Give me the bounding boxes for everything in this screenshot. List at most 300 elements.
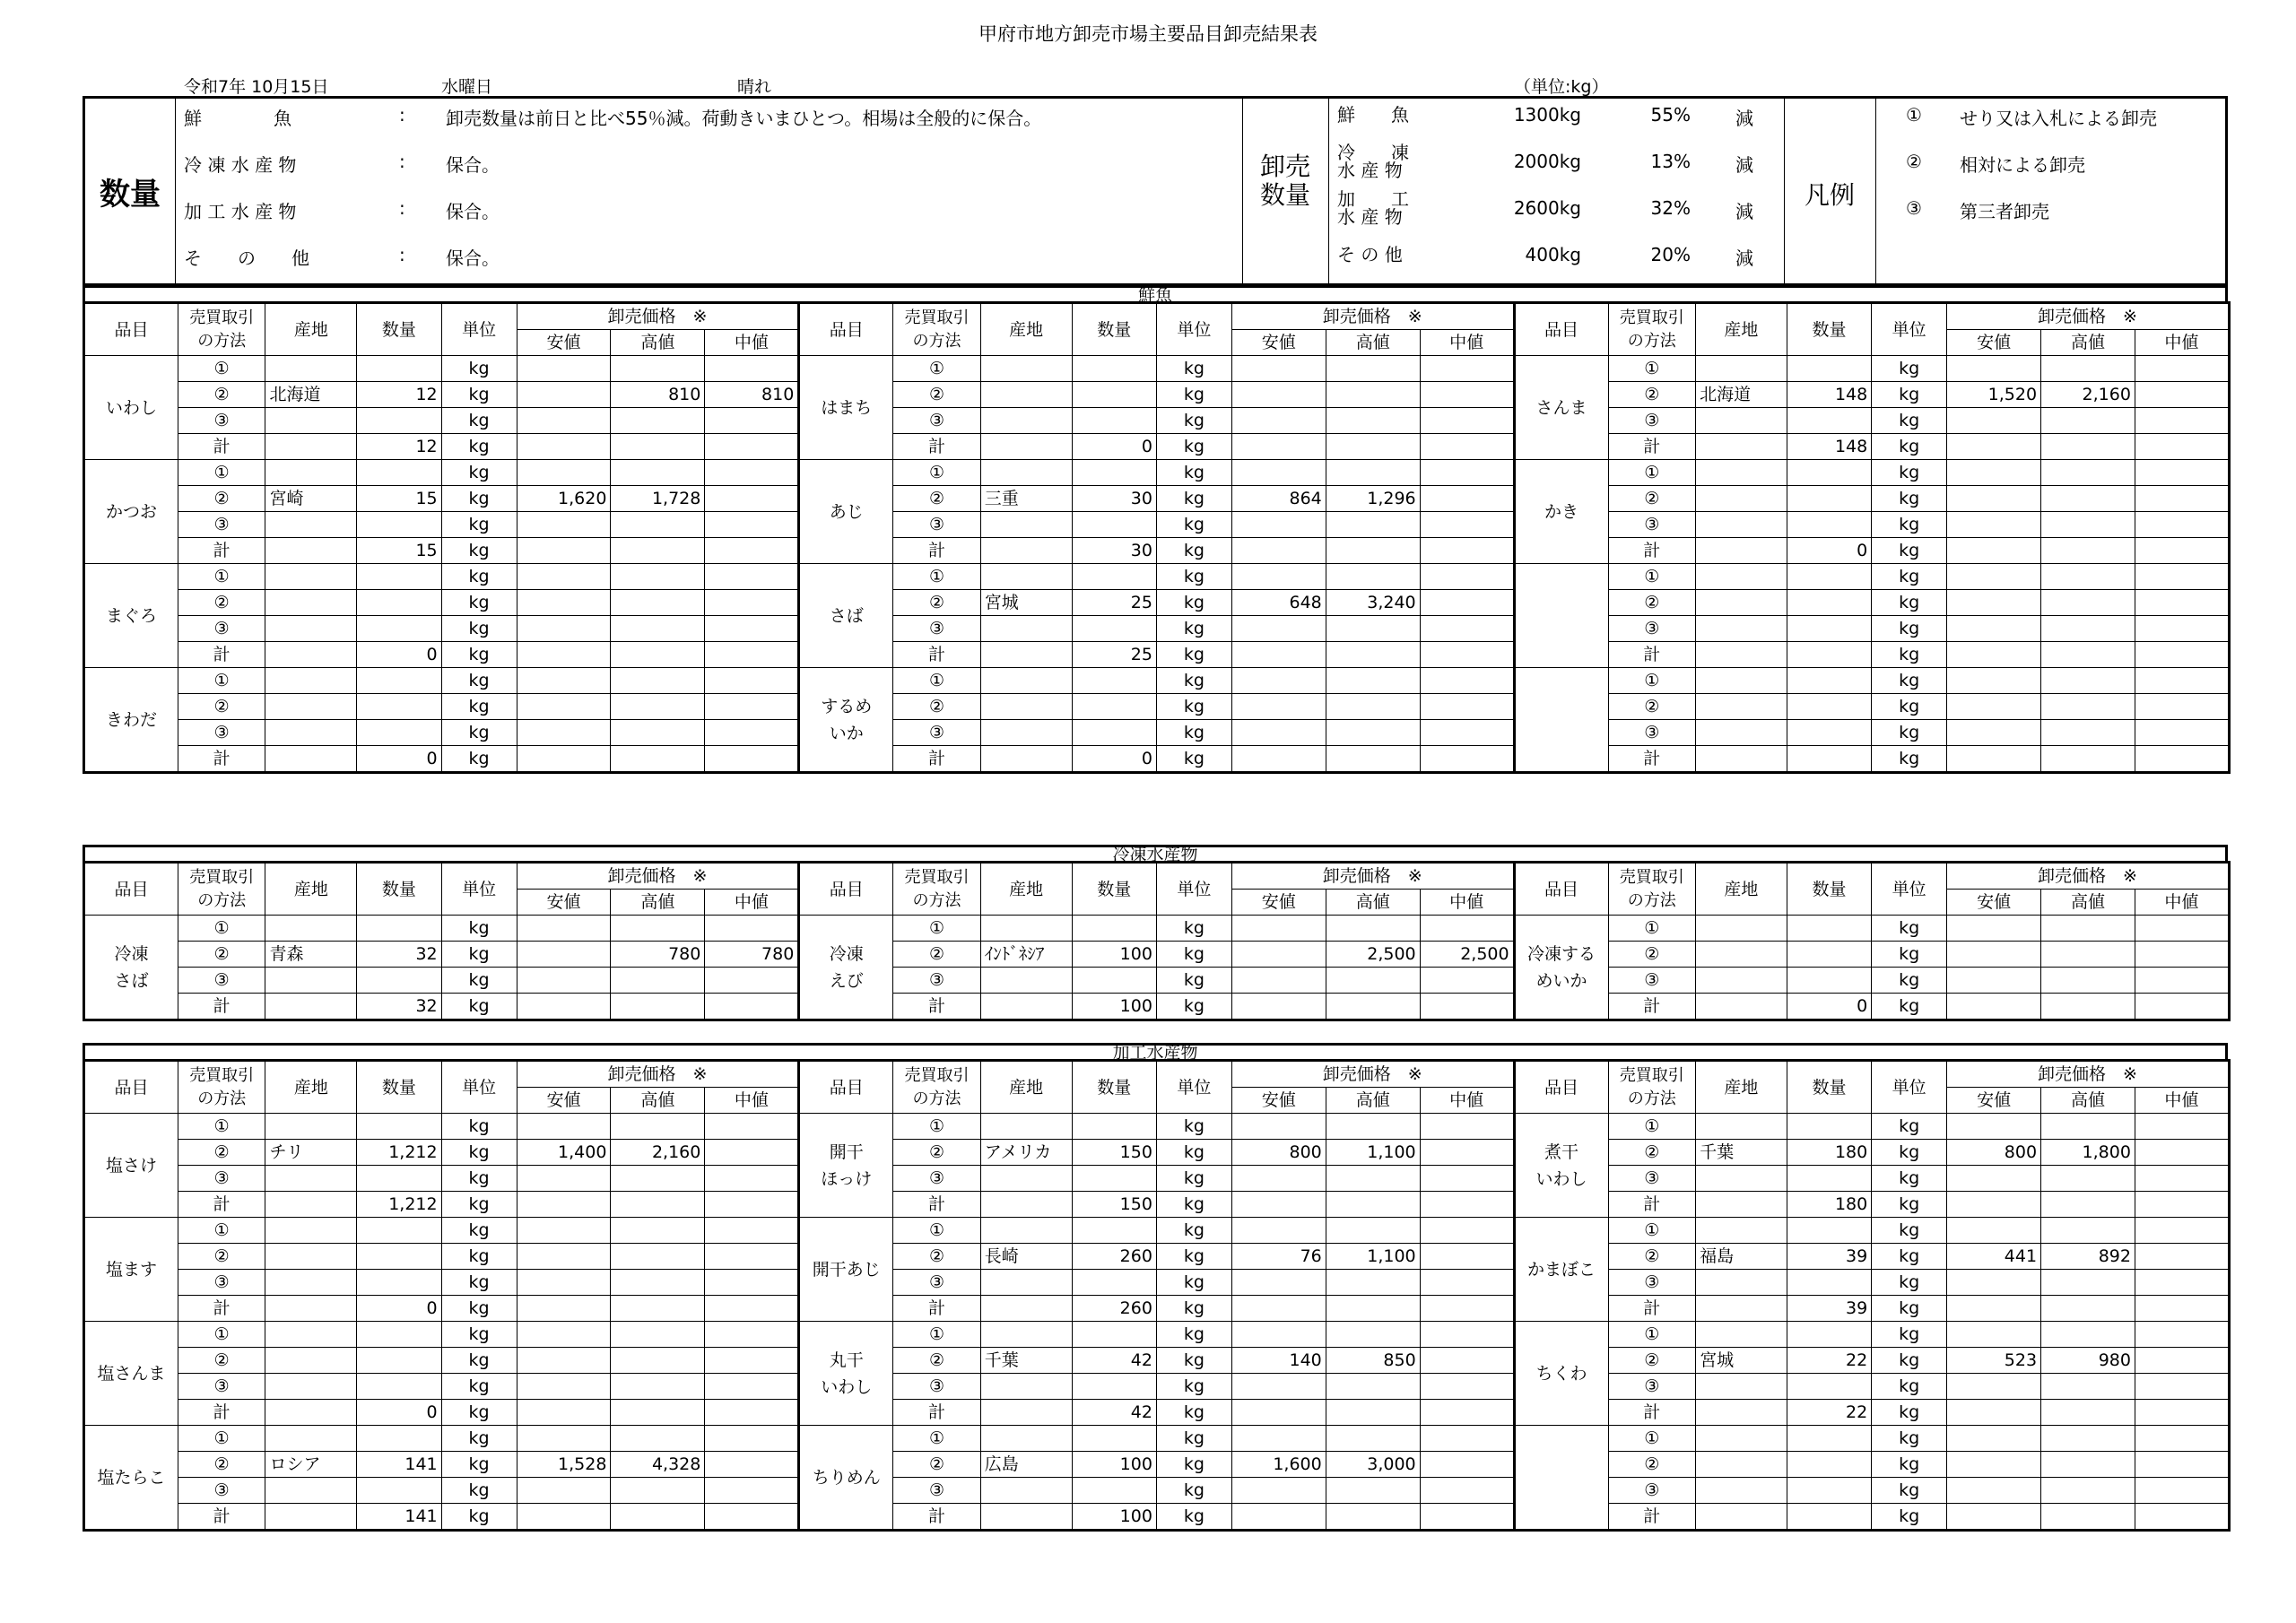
unit-cell: kg — [1872, 1452, 1947, 1478]
low-price-cell — [1231, 668, 1326, 694]
origin-cell — [265, 512, 357, 538]
volume-kg: 400kg — [1525, 244, 1581, 265]
unit-cell: kg — [1872, 1478, 1947, 1504]
unit-cell: kg — [1156, 1140, 1231, 1166]
quantity-cell: 15 — [357, 486, 441, 512]
unit-cell: kg — [1872, 916, 1947, 942]
origin-cell — [265, 1478, 357, 1504]
unit-cell: kg — [1156, 668, 1231, 694]
origin-cell — [1696, 1452, 1787, 1478]
method-cell: ① — [1608, 1114, 1696, 1140]
mid-price-cell — [1420, 916, 1514, 942]
high-price-cell — [611, 1322, 705, 1348]
origin-cell — [265, 1504, 357, 1531]
quantity-cell — [1787, 356, 1871, 382]
low-price-cell — [517, 994, 611, 1020]
mid-price-cell — [705, 590, 799, 616]
low-price-cell — [517, 538, 611, 564]
origin-cell — [980, 1218, 1072, 1244]
low-price-cell — [1947, 720, 2041, 746]
quantity-cell — [1072, 1114, 1156, 1140]
quantity-cell — [1072, 1218, 1156, 1244]
table-row — [84, 642, 2230, 668]
column-price-header: 卸売価格 ※ — [1947, 1061, 2230, 1088]
method-cell: ① — [893, 564, 981, 590]
unit-cell: kg — [1872, 968, 1947, 994]
unit-cell: kg — [441, 1348, 517, 1374]
origin-cell: 三重 — [980, 486, 1072, 512]
unit-cell: kg — [1156, 1478, 1231, 1504]
origin-cell — [265, 1192, 357, 1218]
method-cell: ② — [893, 486, 981, 512]
origin-cell — [265, 1114, 357, 1140]
low-price-cell — [1947, 1374, 2041, 1400]
quantity-cell — [357, 1218, 441, 1244]
unit-cell: kg — [441, 1452, 517, 1478]
unit-cell: kg — [1156, 1400, 1231, 1426]
low-price-cell — [1947, 968, 2041, 994]
origin-cell — [265, 538, 357, 564]
high-price-cell: 810 — [611, 382, 705, 408]
low-price-cell — [1947, 1270, 2041, 1296]
unit-cell: kg — [441, 538, 517, 564]
method-cell: ③ — [893, 1166, 981, 1192]
column-quantity-header: 数量 — [1787, 1061, 1871, 1114]
quantity-cell — [357, 460, 441, 486]
unit-cell: kg — [1156, 486, 1231, 512]
quantity-cell — [1787, 1166, 1871, 1192]
volume-category: 加 工 水 産 物 — [1337, 188, 1409, 228]
table-row — [84, 1504, 2230, 1531]
high-price-cell: 1,728 — [611, 486, 705, 512]
high-price-cell — [2041, 1374, 2135, 1400]
low-price-cell: 1,600 — [1231, 1452, 1326, 1478]
item-name: まぐろ — [84, 564, 178, 668]
origin-cell — [980, 356, 1072, 382]
high-price-cell — [1326, 1166, 1420, 1192]
unit-cell: kg — [1872, 1296, 1947, 1322]
mid-price-cell — [2135, 916, 2229, 942]
origin-cell: 宮崎 — [265, 486, 357, 512]
origin-cell — [980, 1426, 1072, 1452]
method-cell: ① — [893, 460, 981, 486]
origin-cell — [980, 408, 1072, 434]
mid-price-cell — [2135, 942, 2229, 968]
method-cell: ② — [893, 1244, 981, 1270]
mid-price-cell — [705, 668, 799, 694]
item-name: はまち — [799, 356, 893, 460]
method-cell: 計 — [1608, 642, 1696, 668]
low-price-cell — [1231, 382, 1326, 408]
item-name: きわだ — [84, 668, 178, 773]
high-price-cell — [611, 460, 705, 486]
high-price-cell — [611, 356, 705, 382]
origin-cell — [980, 1192, 1072, 1218]
low-price-cell — [1947, 1192, 2041, 1218]
table-row — [84, 1166, 2230, 1192]
high-price-cell — [611, 616, 705, 642]
method-cell: ① — [178, 916, 265, 942]
unit-cell: kg — [441, 1296, 517, 1322]
low-price-cell — [1947, 746, 2041, 773]
method-cell: ③ — [1608, 1374, 1696, 1400]
quantity-cell: 42 — [1072, 1400, 1156, 1426]
low-price-cell — [517, 720, 611, 746]
low-price-cell — [517, 1322, 611, 1348]
high-price-cell: 850 — [1326, 1348, 1420, 1374]
method-cell: ③ — [178, 1166, 265, 1192]
quantity-cell — [1787, 694, 1871, 720]
volume-direction: 減 — [1735, 201, 1753, 222]
quantity-cell: 0 — [1787, 994, 1871, 1020]
unit-cell: kg — [441, 1322, 517, 1348]
method-cell: ③ — [1608, 1270, 1696, 1296]
quantity-cell — [1787, 408, 1871, 434]
origin-cell — [1696, 668, 1787, 694]
low-price-cell — [1231, 460, 1326, 486]
mid-price-cell — [705, 434, 799, 460]
unit-cell: kg — [1872, 642, 1947, 668]
quantity-cell: 150 — [1072, 1192, 1156, 1218]
comment-category: 加 工 水 産 物 — [184, 201, 297, 222]
column-mid-header: 中値 — [705, 330, 799, 356]
column-high-header: 高値 — [1326, 890, 1420, 916]
method-cell: ③ — [893, 616, 981, 642]
low-price-cell — [1231, 1192, 1326, 1218]
quantity-cell: 42 — [1072, 1348, 1156, 1374]
low-price-cell — [517, 1348, 611, 1374]
mid-price-cell — [1420, 1140, 1514, 1166]
high-price-cell — [1326, 642, 1420, 668]
method-cell: ③ — [178, 512, 265, 538]
quantity-cell — [1787, 564, 1871, 590]
unit-cell: kg — [1156, 642, 1231, 668]
quantity-cell — [357, 668, 441, 694]
origin-cell — [265, 1218, 357, 1244]
mid-price-cell — [705, 1218, 799, 1244]
quantity-cell: 0 — [357, 1296, 441, 1322]
comment-category: そ の 他 — [184, 247, 309, 269]
origin-cell — [1696, 746, 1787, 773]
high-price-cell — [611, 1478, 705, 1504]
origin-cell — [980, 1296, 1072, 1322]
origin-cell — [265, 1270, 357, 1296]
quantity-cell: 141 — [357, 1504, 441, 1531]
column-high-header: 高値 — [611, 1088, 705, 1114]
column-low-header: 安値 — [1231, 890, 1326, 916]
method-cell: ① — [178, 1218, 265, 1244]
low-price-cell — [1947, 1296, 2041, 1322]
mid-price-cell — [2135, 460, 2229, 486]
mid-price-cell — [2135, 1426, 2229, 1452]
quantity-cell — [1072, 356, 1156, 382]
mid-price-cell — [705, 1400, 799, 1426]
item-name: 冷凍 さば — [84, 916, 178, 1020]
item-name: さんま — [1514, 356, 1608, 460]
quantity-cell: 0 — [357, 746, 441, 773]
unit-cell: kg — [441, 1140, 517, 1166]
mid-price-cell — [1420, 1218, 1514, 1244]
mid-price-cell — [705, 1348, 799, 1374]
high-price-cell — [2041, 616, 2135, 642]
high-price-cell: 3,000 — [1326, 1452, 1420, 1478]
high-price-cell — [611, 1192, 705, 1218]
unit-cell: kg — [1156, 1504, 1231, 1531]
origin-cell — [265, 564, 357, 590]
table-row — [84, 512, 2230, 538]
quantity-cell — [1072, 1374, 1156, 1400]
quantity-cell — [1787, 1270, 1871, 1296]
mid-price-cell — [705, 694, 799, 720]
mid-price-cell — [1420, 1452, 1514, 1478]
mid-price-cell — [705, 1296, 799, 1322]
unit-cell: kg — [441, 746, 517, 773]
high-price-cell — [1326, 1478, 1420, 1504]
column-origin-header: 産地 — [265, 303, 357, 356]
mid-price-cell — [1420, 746, 1514, 773]
quantity-cell — [1787, 642, 1871, 668]
quantity-cell — [1787, 1114, 1871, 1140]
quantity-cell — [357, 1322, 441, 1348]
origin-cell — [980, 1322, 1072, 1348]
unit-cell: kg — [1156, 538, 1231, 564]
unit-cell: kg — [1156, 1270, 1231, 1296]
item-name: いわし — [84, 356, 178, 460]
origin-cell — [980, 382, 1072, 408]
column-unit-header: 単位 — [441, 303, 517, 356]
unit-cell: kg — [441, 512, 517, 538]
column-high-header: 高値 — [2041, 890, 2135, 916]
mid-price-cell — [705, 616, 799, 642]
quantity-cell — [1787, 590, 1871, 616]
origin-cell — [980, 668, 1072, 694]
low-price-cell — [1231, 942, 1326, 968]
mid-price-cell — [1420, 642, 1514, 668]
mid-price-cell — [705, 746, 799, 773]
method-cell: ① — [1608, 916, 1696, 942]
method-cell: 計 — [178, 1400, 265, 1426]
high-price-cell — [2041, 942, 2135, 968]
low-price-cell — [517, 1478, 611, 1504]
method-cell: ③ — [893, 512, 981, 538]
high-price-cell: 1,296 — [1326, 486, 1420, 512]
origin-cell — [1696, 408, 1787, 434]
item-name: かまぼこ — [1514, 1218, 1608, 1322]
comment-text: 保合。 — [446, 201, 500, 222]
high-price-cell — [611, 746, 705, 773]
high-price-cell — [2041, 1270, 2135, 1296]
comment-text: 保合。 — [446, 247, 500, 269]
comment-category: 鮮 魚 — [184, 108, 291, 129]
unit-cell: kg — [1156, 408, 1231, 434]
volume-percent: 55% — [1650, 104, 1691, 126]
low-price-cell — [1947, 356, 2041, 382]
mid-price-cell — [1420, 486, 1514, 512]
column-mid-header: 中値 — [2135, 890, 2229, 916]
high-price-cell — [1326, 538, 1420, 564]
unit-cell: kg — [441, 590, 517, 616]
low-price-cell — [1947, 1452, 2041, 1478]
column-high-header: 高値 — [1326, 1088, 1420, 1114]
item-name: あじ — [799, 460, 893, 564]
origin-cell — [265, 434, 357, 460]
quantity-cell — [1787, 512, 1871, 538]
origin-cell: 長崎 — [980, 1244, 1072, 1270]
high-price-cell — [1326, 1270, 1420, 1296]
low-price-cell — [517, 382, 611, 408]
high-price-cell — [2041, 1296, 2135, 1322]
high-price-cell — [1326, 916, 1420, 942]
column-origin-header: 産地 — [1696, 863, 1787, 916]
origin-cell — [980, 994, 1072, 1020]
column-high-header: 高値 — [1326, 330, 1420, 356]
low-price-cell — [1231, 1218, 1326, 1244]
unit-cell: kg — [441, 994, 517, 1020]
unit-cell: kg — [441, 668, 517, 694]
method-cell: ③ — [893, 968, 981, 994]
low-price-cell — [1947, 590, 2041, 616]
origin-cell — [265, 668, 357, 694]
origin-cell — [1696, 916, 1787, 942]
quantity-cell: 150 — [1072, 1140, 1156, 1166]
high-price-cell — [2041, 1218, 2135, 1244]
high-price-cell — [611, 1400, 705, 1426]
mid-price-cell — [705, 1452, 799, 1478]
method-cell: ③ — [893, 1270, 981, 1296]
method-cell: ② — [893, 942, 981, 968]
column-low-header: 安値 — [517, 330, 611, 356]
low-price-cell — [1947, 1426, 2041, 1452]
column-low-header: 安値 — [1947, 890, 2041, 916]
unit-cell: kg — [1156, 356, 1231, 382]
low-price-cell — [1947, 616, 2041, 642]
column-low-header: 安値 — [517, 1088, 611, 1114]
column-price-header: 卸売価格 ※ — [1947, 303, 2230, 330]
column-method-header: 売買取引 の方法 — [893, 303, 981, 356]
low-price-cell — [1231, 994, 1326, 1020]
page-title: 甲府市地方卸売市場主要品目卸売結果表 — [978, 23, 1318, 45]
low-price-cell — [1947, 668, 2041, 694]
unit-cell: kg — [1872, 694, 1947, 720]
column-price-header: 卸売価格 ※ — [1231, 863, 1514, 890]
quantity-cell — [357, 590, 441, 616]
unit-cell: kg — [441, 486, 517, 512]
quantity-cell — [357, 1114, 441, 1140]
method-cell: ③ — [178, 616, 265, 642]
high-price-cell — [1326, 1504, 1420, 1531]
method-cell: ③ — [1608, 968, 1696, 994]
low-price-cell: 648 — [1231, 590, 1326, 616]
method-cell: ① — [1608, 1426, 1696, 1452]
high-price-cell — [611, 1166, 705, 1192]
unit-cell: kg — [441, 1114, 517, 1140]
method-cell: ① — [893, 916, 981, 942]
method-cell: ① — [1608, 564, 1696, 590]
method-cell: ① — [178, 356, 265, 382]
high-price-cell — [611, 538, 705, 564]
table-row — [84, 616, 2230, 642]
method-cell: ② — [893, 1452, 981, 1478]
legend-mark: ③ — [1906, 197, 1922, 219]
column-price-header: 卸売価格 ※ — [1231, 303, 1514, 330]
results-table — [83, 301, 2231, 774]
origin-cell — [265, 1348, 357, 1374]
table-row — [84, 746, 2230, 773]
mid-price-cell — [1420, 1296, 1514, 1322]
method-cell: ② — [178, 486, 265, 512]
volume-kg: 1300kg — [1513, 104, 1581, 126]
mid-price-cell — [2135, 746, 2229, 773]
quantity-cell: 32 — [357, 942, 441, 968]
unit-cell: kg — [441, 1270, 517, 1296]
report-date: 令和7年 10月15日 — [184, 77, 329, 97]
high-price-cell: 4,328 — [611, 1452, 705, 1478]
quantity-cell: 22 — [1787, 1348, 1871, 1374]
column-quantity-header: 数量 — [357, 863, 441, 916]
column-origin-header: 産地 — [980, 863, 1072, 916]
high-price-cell — [1326, 1296, 1420, 1322]
low-price-cell — [517, 616, 611, 642]
column-unit-header: 単位 — [1156, 303, 1231, 356]
mid-price-cell — [1420, 382, 1514, 408]
column-method-header: 売買取引 の方法 — [893, 1061, 981, 1114]
column-method-header: 売買取引 の方法 — [1608, 303, 1696, 356]
method-cell: 計 — [893, 1192, 981, 1218]
item-name: 塩さけ — [84, 1114, 178, 1218]
quantity-cell: 100 — [1072, 994, 1156, 1020]
method-cell: ① — [1608, 1322, 1696, 1348]
unit-cell: kg — [1872, 1140, 1947, 1166]
mid-price-cell — [2135, 1192, 2229, 1218]
origin-cell — [1696, 590, 1787, 616]
unit-cell: kg — [1156, 1192, 1231, 1218]
low-price-cell — [1947, 1478, 2041, 1504]
unit-cell: kg — [1872, 460, 1947, 486]
column-quantity-header: 数量 — [1072, 863, 1156, 916]
mid-price-cell — [2135, 564, 2229, 590]
quantity-cell — [1787, 916, 1871, 942]
origin-cell — [1696, 486, 1787, 512]
legend-text: 第三者卸売 — [1960, 201, 2049, 222]
quantity-cell — [1787, 460, 1871, 486]
unit-cell: kg — [1872, 746, 1947, 773]
table-row — [84, 1218, 2230, 1244]
quantity-cell — [1787, 1504, 1871, 1531]
unit-cell: kg — [441, 1478, 517, 1504]
low-price-cell — [1947, 1504, 2041, 1531]
mid-price-cell: 810 — [705, 382, 799, 408]
method-cell: ① — [178, 1322, 265, 1348]
method-cell: ③ — [178, 1478, 265, 1504]
high-price-cell — [2041, 590, 2135, 616]
quantity-cell — [357, 916, 441, 942]
low-price-cell: 76 — [1231, 1244, 1326, 1270]
origin-cell: 宮城 — [1696, 1348, 1787, 1374]
unit-cell: kg — [1872, 942, 1947, 968]
origin-cell — [265, 1374, 357, 1400]
method-cell: 計 — [1608, 746, 1696, 773]
high-price-cell — [611, 1374, 705, 1400]
low-price-cell — [1231, 1166, 1326, 1192]
low-price-cell — [1231, 538, 1326, 564]
high-price-cell — [1326, 694, 1420, 720]
quantity-cell — [357, 720, 441, 746]
unit-cell: kg — [1156, 616, 1231, 642]
high-price-cell — [2041, 1114, 2135, 1140]
method-cell: 計 — [178, 1192, 265, 1218]
high-price-cell — [1326, 968, 1420, 994]
high-price-cell: 1,100 — [1326, 1244, 1420, 1270]
